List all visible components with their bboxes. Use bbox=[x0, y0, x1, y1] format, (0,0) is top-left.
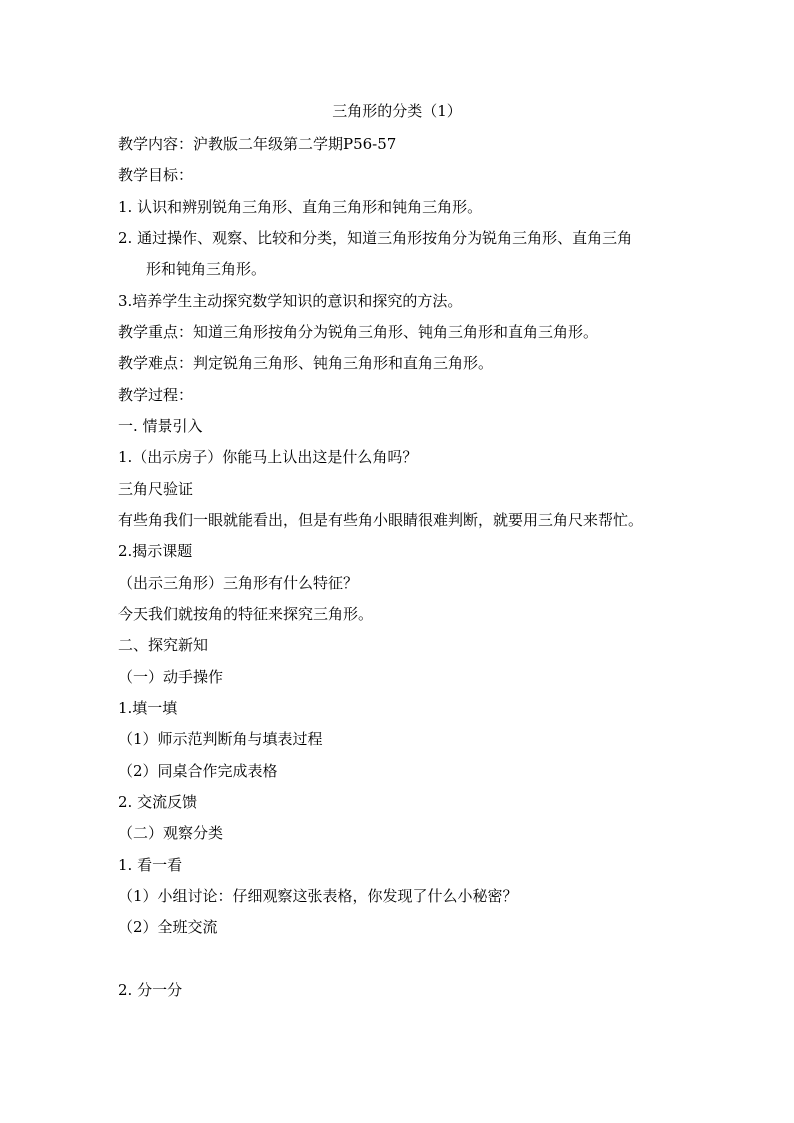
process-line: 1.（出示房子）你能马上认出这是什么角吗？ bbox=[118, 448, 418, 466]
process-line: 2. 交流反馈 bbox=[118, 793, 198, 811]
process-line: 1. 看一看 bbox=[118, 856, 183, 874]
goal-1: 1. 认识和辨别锐角三角形、直角三角形和钝角三角形。 bbox=[118, 198, 483, 216]
section-1-heading: 一. 情景引入 bbox=[118, 417, 203, 435]
subsection-heading: （二）观察分类 bbox=[118, 824, 224, 842]
process-line: 2.揭示课题 bbox=[118, 542, 193, 560]
process-line: （出示三角形）三角形有什么特征？ bbox=[118, 574, 359, 592]
process-line: 1.填一填 bbox=[118, 699, 178, 717]
process-line: 三角尺验证 bbox=[118, 480, 194, 498]
process-line: 2. 分一分 bbox=[118, 981, 183, 999]
process-line: 今天我们就按角的特征来探究三角形。 bbox=[118, 605, 374, 623]
goal-2: 2. 通过操作、观察、比较和分类，知道三角形按角分为锐角三角形、直角三角 bbox=[118, 229, 633, 247]
subsection-heading: （一）动手操作 bbox=[118, 668, 224, 686]
process-line: （1）师示范判断角与填表过程 bbox=[118, 730, 323, 748]
goal-2-continued: 形和钝角三角形。 bbox=[146, 260, 267, 278]
process-line: 有些角我们一眼就能看出，但是有些角小眼睛很难判断，就要用三角尺来帮忙。 bbox=[118, 511, 644, 529]
teaching-key-point: 教学重点：知道三角形按角分为锐角三角形、钝角三角形和直角三角形。 bbox=[118, 323, 599, 341]
teaching-difficulty: 教学难点：判定锐角三角形、钝角三角形和直角三角形。 bbox=[118, 354, 494, 372]
teaching-content-line: 教学内容：沪教版二年级第二学期P56-57 bbox=[118, 135, 397, 153]
section-2-heading: 二、探究新知 bbox=[118, 636, 209, 654]
goal-3: 3.培养学生主动探究数学知识的意识和探究的方法。 bbox=[118, 292, 463, 310]
process-line: （2）全班交流 bbox=[118, 918, 218, 936]
teaching-process-heading: 教学过程： bbox=[118, 386, 194, 404]
teaching-goals-heading: 教学目标： bbox=[118, 166, 194, 184]
document-title: 三角形的分类（1） bbox=[332, 102, 462, 120]
process-line: （2）同桌合作完成表格 bbox=[118, 762, 278, 780]
process-line: （1）小组讨论：仔细观察这张表格，你发现了什么小秘密？ bbox=[118, 887, 518, 905]
